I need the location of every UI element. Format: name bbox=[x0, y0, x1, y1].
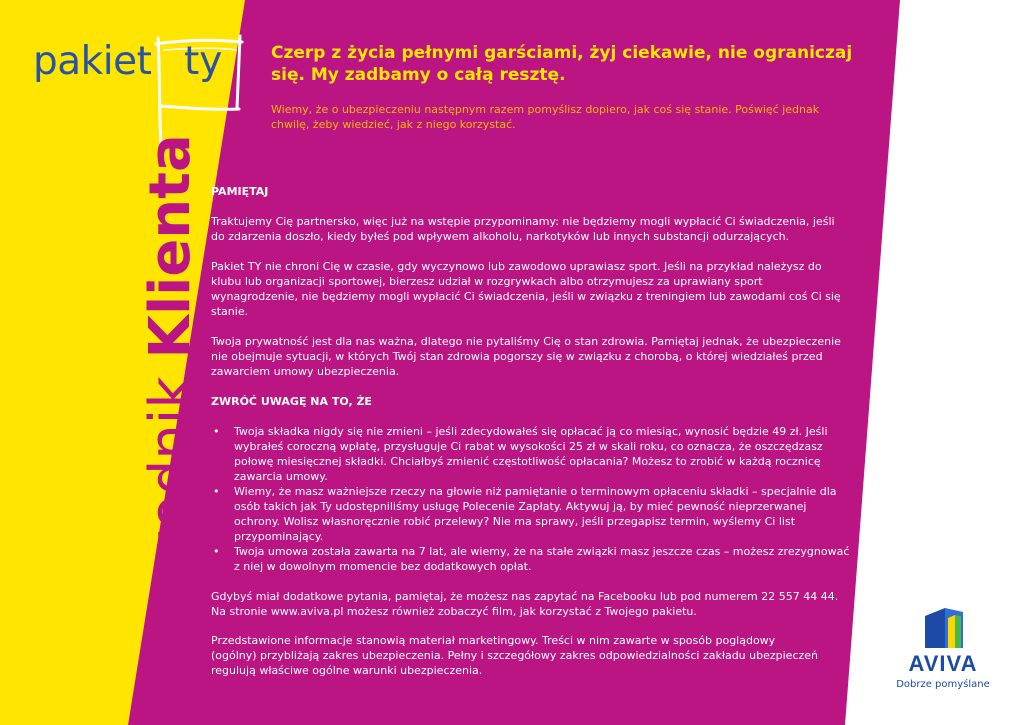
intro-text: Wiemy, że o ubezpieczeniu następnym razem pomyślisz dopiero, jak coś się stanie. Poświęć jednak chwilę, żeby wiedzieć, jak z niego korzystać. bbox=[271, 103, 820, 131]
vertical-title bbox=[138, 134, 203, 695]
bullet-item: • Twoja składka nigdy się nie zmieni – jeśli zdecydowałeś się opłacać ją co miesiąc, wynosić będzie 49 zł. Jeśli wybrałeś coroczną wpłatę, przysługuje Ci rabat w wysokości 25 zł w skali roku, co oznacza, że oszczędzasz połowę miesięcznej składki. Chciałbyś zmienić częstotliwość opłacania? Możesz to zrobić w każdą rocznicę zawarcia umowy. bbox=[211, 424, 851, 484]
bullet-list bbox=[211, 424, 851, 574]
logo-ty-text: ty bbox=[184, 39, 223, 84]
logo-pakiet-text: pakiet bbox=[33, 39, 152, 84]
section-heading-zwroc-uwage: ZWRÓĆ UWAGĘ NA TO, ŻE bbox=[211, 395, 372, 408]
paragraph: Traktujemy Cię partnersko, więc już na wstępie przypominamy: nie będziemy mogli wypłacić Ci świadczenia, jeśli do zdarzenia doszło, kiedy byłeś pod wpływem alkoholu, narkotyków lub innych substancji odurzających. bbox=[211, 215, 835, 243]
bullet-item: • Wiemy, że masz ważniejsze rzeczy na głowie niż pamiętanie o terminowym opłaceniu składki – specjalnie dla osób takich jak Ty udostępniliśmy usługę Polecenie Zapłaty. Aktywuj ją, by mieć pewność nieprzerwanej ochrony. Wolisz własnoręcznie robić przelewy? Nie ma sprawy, jeśli przegapisz termin, wyślemy Ci list przypominający. bbox=[211, 484, 851, 544]
bullet-item: • Twoja umowa została zawarta na 7 lat, ale wiemy, że na stałe związki masz jeszcze czas – możesz zrezygnować z niej w dowolnym momencie bez dodatkowych opłat. bbox=[211, 544, 851, 574]
paragraph: Pakiet TY nie chroni Cię w czasie, gdy wyczynowo lub zawodowo uprawiasz sport. Jeśli na przykład należysz do klubu lub organizacji sportowej, bierzesz udział w rozgrywkach albo otrzymujesz za uprawiany sport wynagrodzenie, nie będziemy mogli wypłacić Ci świadczenia, jeśli w związku z treningiem lub zawodami coś Ci się stanie. bbox=[211, 260, 841, 318]
vertical-title-bold: Klienta bbox=[138, 134, 203, 359]
vertical-title-light: Przewodnik bbox=[138, 358, 203, 695]
aviva-emblem-icon bbox=[893, 606, 993, 651]
paragraph: Twoja prywatność jest dla nas ważna, dlatego nie pytaliśmy Cię o stan zdrowia. Pamiętaj jednak, że ubezpieczenie nie obejmuje sytuacji, w których Twój stan zdrowia pogorszy się w związku z chorobą, o której wiedziałeś przed zawarciem umowy ubezpieczenia. bbox=[211, 335, 841, 378]
section-heading-pamietaj: PAMIĘTAJ bbox=[211, 185, 269, 198]
disclaimer: Przedstawione informacje stanowią materiał marketingowy. Treści w nim zawarte w sposób poglądowy (ogólny) przybliżają zakres ubezpieczenia. Pełny i szczegółowy zakres odpowiedzialności zakładu ubezpieczeń regulują właściwe ogólne warunki ubezpieczenia. bbox=[211, 634, 819, 677]
headline: Czerp z życia pełnymi garściami, żyj ciekawie, nie ograniczaj się. My zadbamy o całą resztę. bbox=[271, 43, 853, 85]
aviva-wordmark: AVIVA bbox=[908, 651, 978, 676]
contact-paragraph: Gdybyś miał dodatkowe pytania, pamiętaj, że możesz nas zapytać na Facebooku lub pod numerem 22 557 44 44. Na stronie www.aviva.pl możesz również zobaczyć film, jak korzystać z Twojego pakietu. bbox=[211, 590, 839, 618]
aviva-tagline: Dobrze pomyślane bbox=[896, 679, 990, 690]
main-content bbox=[211, 184, 851, 619]
